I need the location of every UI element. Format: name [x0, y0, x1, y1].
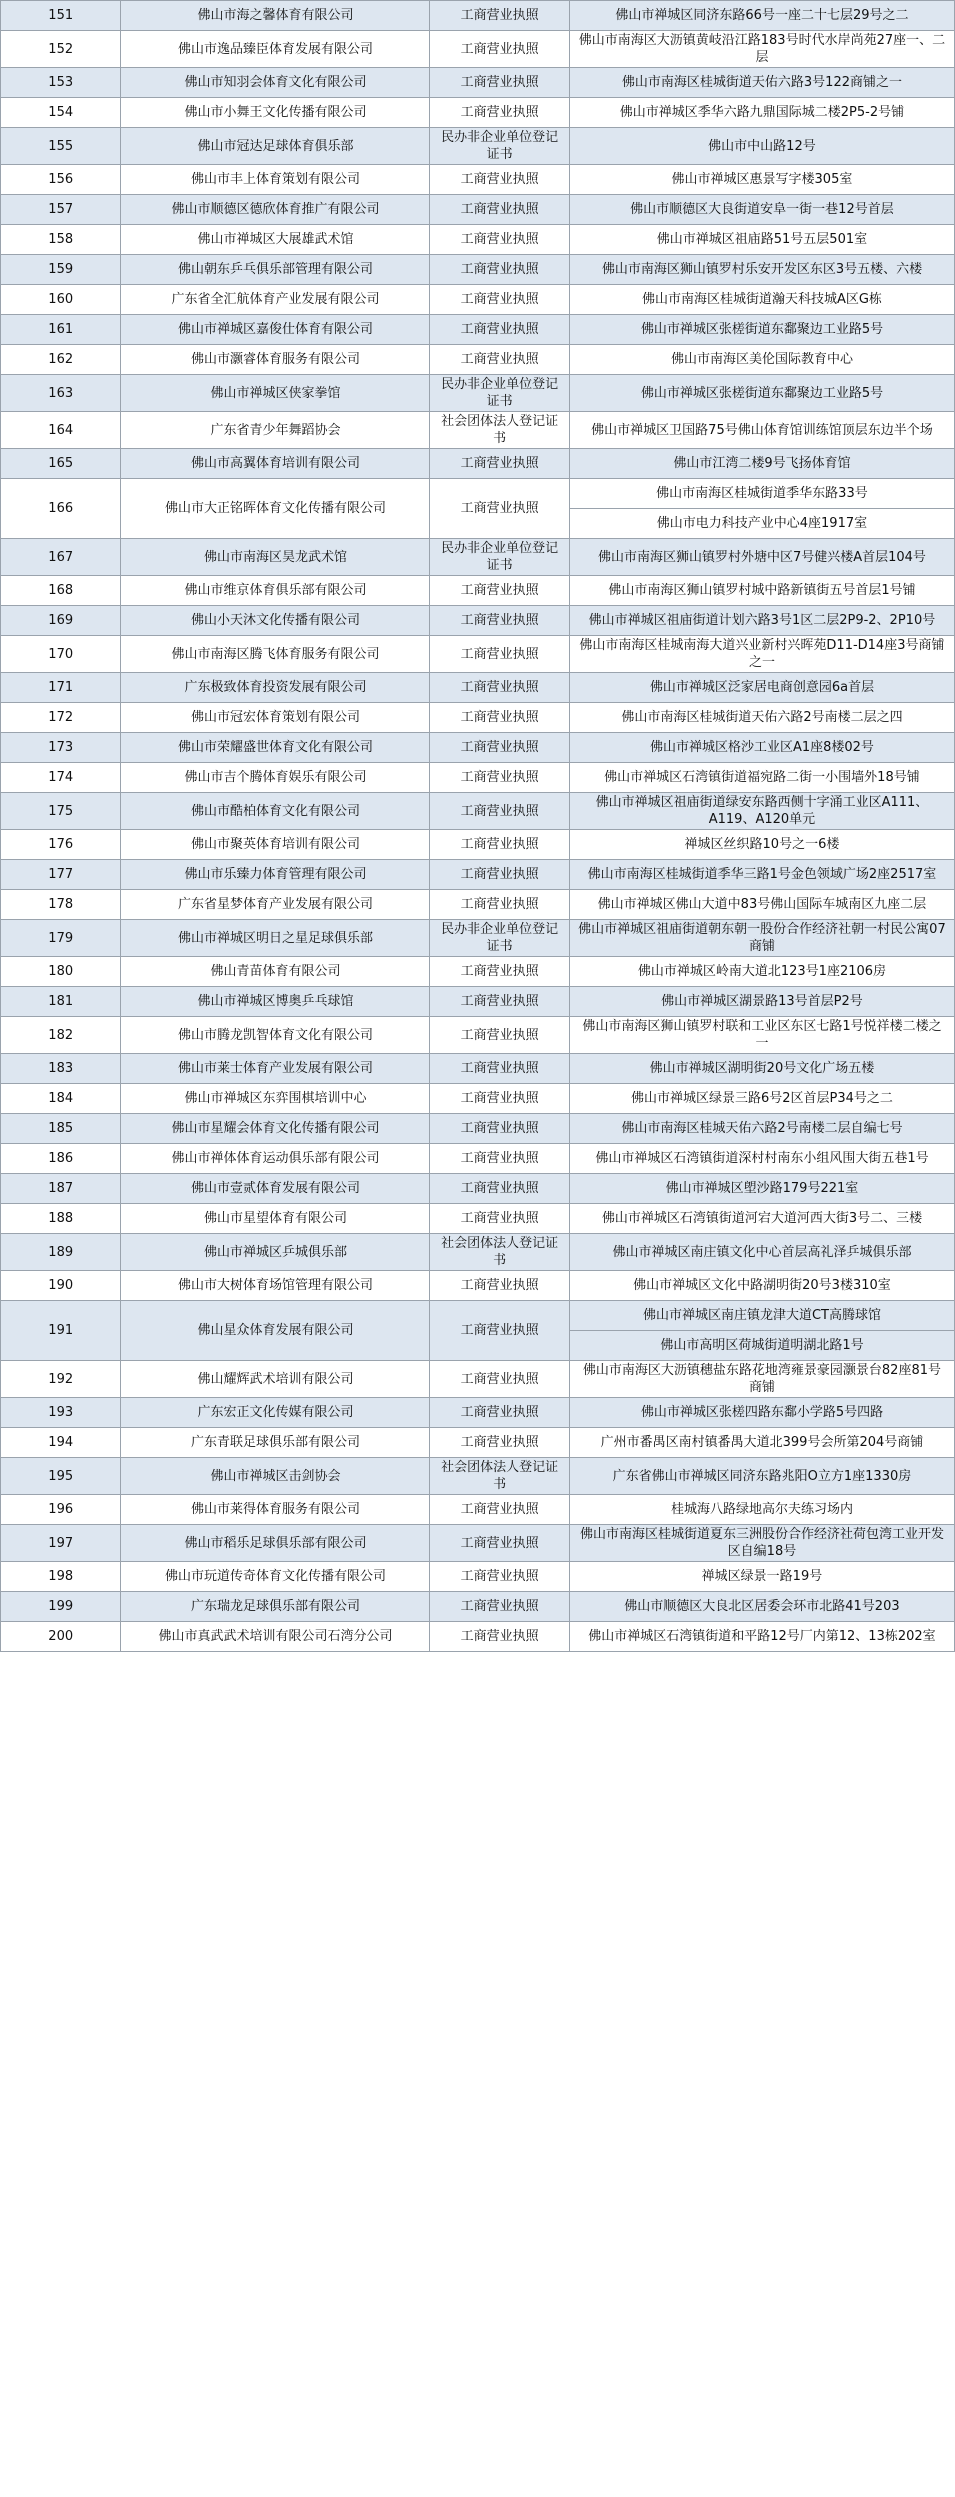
table-row — [1, 1114, 955, 1144]
license-type: 工商营业执照 — [430, 1562, 569, 1592]
table-row — [1, 195, 955, 225]
table-row — [1, 920, 955, 957]
license-type: 社会团体法人登记证书 — [430, 1458, 569, 1495]
address: 佛山市南海区桂城街道天佑六路2号南楼二层之四 — [569, 703, 954, 733]
license-type: 工商营业执照 — [430, 606, 569, 636]
registry-body — [1, 1, 955, 1652]
company-name: 佛山市稻乐足球俱乐部有限公司 — [121, 1525, 430, 1562]
table-row — [1, 1428, 955, 1458]
row-number: 151 — [1, 1, 121, 31]
license-type: 工商营业执照 — [430, 1, 569, 31]
license-type: 工商营业执照 — [430, 1622, 569, 1652]
license-type: 工商营业执照 — [430, 830, 569, 860]
license-type: 工商营业执照 — [430, 98, 569, 128]
row-number: 154 — [1, 98, 121, 128]
license-type: 工商营业执照 — [430, 285, 569, 315]
license-type: 工商营业执照 — [430, 1361, 569, 1398]
license-type: 工商营业执照 — [430, 195, 569, 225]
address: 佛山市南海区狮山镇罗村乐安开发区东区3号五楼、六楼 — [569, 255, 954, 285]
address: 佛山市禅城区绿景三路6号2区首层P34号之二 — [569, 1084, 954, 1114]
license-type: 工商营业执照 — [430, 1428, 569, 1458]
license-type: 工商营业执照 — [430, 315, 569, 345]
row-number: 189 — [1, 1234, 121, 1271]
table-row — [1, 1525, 955, 1562]
row-number: 195 — [1, 1458, 121, 1495]
address: 广州市番禺区南村镇番禺大道北399号会所第204号商铺 — [569, 1428, 954, 1458]
company-name: 佛山市禅城区乒城俱乐部 — [121, 1234, 430, 1271]
table-row — [1, 957, 955, 987]
row-number: 197 — [1, 1525, 121, 1562]
row-number: 181 — [1, 987, 121, 1017]
company-name: 佛山市丰上体育策划有限公司 — [121, 165, 430, 195]
address: 佛山市禅城区张槎街道东鄱聚边工业路5号 — [569, 375, 954, 412]
table-row — [1, 636, 955, 673]
table-row — [1, 255, 955, 285]
row-number: 161 — [1, 315, 121, 345]
address: 佛山市禅城区季华六路九鼎国际城二楼2P5-2号铺 — [569, 98, 954, 128]
license-type: 工商营业执照 — [430, 1017, 569, 1054]
address: 佛山市禅城区塱沙路179号221室 — [569, 1174, 954, 1204]
row-number: 164 — [1, 412, 121, 449]
address: 佛山市南海区桂城街道夏东三洲股份合作经济社荷包湾工业开发区自编18号 — [569, 1525, 954, 1562]
company-name: 佛山市聚英体育培训有限公司 — [121, 830, 430, 860]
table-row — [1, 1144, 955, 1174]
company-name: 佛山耀辉武术培训有限公司 — [121, 1361, 430, 1398]
company-name: 佛山市禅城区明日之星足球俱乐部 — [121, 920, 430, 957]
address: 禅城区绿景一路19号 — [569, 1562, 954, 1592]
row-number: 153 — [1, 68, 121, 98]
row-number: 169 — [1, 606, 121, 636]
address: 佛山市禅城区石湾镇街道深村村南东小组风围大街五巷1号 — [569, 1144, 954, 1174]
table-row — [1, 68, 955, 98]
row-number: 156 — [1, 165, 121, 195]
table-row — [1, 793, 955, 830]
company-name: 佛山市酷柏体育文化有限公司 — [121, 793, 430, 830]
license-type: 工商营业执照 — [430, 860, 569, 890]
license-type: 工商营业执照 — [430, 1301, 569, 1361]
table-row — [1, 315, 955, 345]
table-row — [1, 1592, 955, 1622]
company-name: 广东青联足球俱乐部有限公司 — [121, 1428, 430, 1458]
company-name: 佛山市星耀会体育文化传播有限公司 — [121, 1114, 430, 1144]
company-name: 佛山市禅城区侠家拳馆 — [121, 375, 430, 412]
license-type: 工商营业执照 — [430, 890, 569, 920]
license-type: 工商营业执照 — [430, 733, 569, 763]
address: 佛山市南海区大沥镇穗盐东路花地湾雍景豪园灏景台82座81号商铺 — [569, 1361, 954, 1398]
row-number: 173 — [1, 733, 121, 763]
row-number: 176 — [1, 830, 121, 860]
table-row — [1, 1271, 955, 1301]
row-number: 178 — [1, 890, 121, 920]
table-row — [1, 449, 955, 479]
company-name: 广东宏正文化传媒有限公司 — [121, 1398, 430, 1428]
address: 佛山市禅城区张槎四路东鄱小学路5号四路 — [569, 1398, 954, 1428]
company-name: 佛山市禅体体育运动俱乐部有限公司 — [121, 1144, 430, 1174]
address: 佛山市禅城区岭南大道北123号1座2106房 — [569, 957, 954, 987]
table-row — [1, 539, 955, 576]
address: 佛山市江湾二楼9号飞扬体育馆 — [569, 449, 954, 479]
address: 佛山市南海区桂城街道季华三路1号金色领域广场2座2517室 — [569, 860, 954, 890]
row-number: 152 — [1, 31, 121, 68]
company-name: 佛山市知羽会体育文化有限公司 — [121, 68, 430, 98]
company-name: 佛山青苗体育有限公司 — [121, 957, 430, 987]
license-type: 工商营业执照 — [430, 1114, 569, 1144]
company-name: 佛山市海之馨体育有限公司 — [121, 1, 430, 31]
company-name: 佛山市吉个腾体育娱乐有限公司 — [121, 763, 430, 793]
row-number: 192 — [1, 1361, 121, 1398]
address: 佛山市禅城区石湾镇街道福宛路二街一小围墙外18号铺 — [569, 763, 954, 793]
address: 佛山市禅城区湖景路13号首层P2号 — [569, 987, 954, 1017]
row-number: 157 — [1, 195, 121, 225]
row-number: 170 — [1, 636, 121, 673]
company-name: 广东省青少年舞蹈协会 — [121, 412, 430, 449]
table-row — [1, 1204, 955, 1234]
row-number: 198 — [1, 1562, 121, 1592]
table-row — [1, 1301, 955, 1331]
row-number: 183 — [1, 1054, 121, 1084]
table-row — [1, 1234, 955, 1271]
table-row — [1, 1361, 955, 1398]
table-row — [1, 576, 955, 606]
license-type: 工商营业执照 — [430, 1398, 569, 1428]
address: 佛山市南海区桂城天佑六路2号南楼二层自编七号 — [569, 1114, 954, 1144]
address: 佛山市南海区桂城南海大道兴业新村兴晖苑D11-D14座3号商铺之一 — [569, 636, 954, 673]
company-name: 佛山市高翼体育培训有限公司 — [121, 449, 430, 479]
row-number: 190 — [1, 1271, 121, 1301]
row-number: 171 — [1, 673, 121, 703]
company-name: 佛山市南海区腾飞体育服务有限公司 — [121, 636, 430, 673]
table-row — [1, 763, 955, 793]
license-type: 工商营业执照 — [430, 1271, 569, 1301]
row-number: 163 — [1, 375, 121, 412]
row-number: 162 — [1, 345, 121, 375]
address: 佛山市禅城区祖庙街道绿安东路西侧十字涌工业区A111、A119、A120单元 — [569, 793, 954, 830]
company-name: 佛山市灏睿体育服务有限公司 — [121, 345, 430, 375]
row-number: 191 — [1, 1301, 121, 1361]
company-name: 佛山市星望体育有限公司 — [121, 1204, 430, 1234]
company-name: 佛山市真武武术培训有限公司石湾分公司 — [121, 1622, 430, 1652]
company-name: 佛山市南海区昊龙武术馆 — [121, 539, 430, 576]
address: 佛山市中山路12号 — [569, 128, 954, 165]
company-name: 佛山市莱得体育服务有限公司 — [121, 1495, 430, 1525]
company-name: 佛山市逸品臻臣体育发展有限公司 — [121, 31, 430, 68]
row-number: 155 — [1, 128, 121, 165]
license-type: 工商营业执照 — [430, 1495, 569, 1525]
row-number: 167 — [1, 539, 121, 576]
license-type: 工商营业执照 — [430, 1054, 569, 1084]
table-row — [1, 31, 955, 68]
license-type: 民办非企业单位登记证书 — [430, 539, 569, 576]
address: 佛山市禅城区祖庙街道计划六路3号1区二层2P9-2、2P10号 — [569, 606, 954, 636]
company-name: 佛山市小舞王文化传播有限公司 — [121, 98, 430, 128]
address: 佛山市禅城区同济东路66号一座二十七层29号之二 — [569, 1, 954, 31]
license-type: 工商营业执照 — [430, 1525, 569, 1562]
license-type: 工商营业执照 — [430, 673, 569, 703]
address: 佛山市高明区荷城街道明湖北路1号 — [569, 1331, 954, 1361]
license-type: 工商营业执照 — [430, 1204, 569, 1234]
license-type: 民办非企业单位登记证书 — [430, 375, 569, 412]
address: 佛山市禅城区佛山大道中83号佛山国际车城南区九座二层 — [569, 890, 954, 920]
address: 佛山市禅城区祖庙街道朝东朝一股份合作经济社朝一村民公寓07商铺 — [569, 920, 954, 957]
table-row — [1, 1495, 955, 1525]
table-row — [1, 830, 955, 860]
table-row — [1, 1054, 955, 1084]
address: 佛山市南海区狮山镇罗村联和工业区东区七路1号悦祥楼二楼之一 — [569, 1017, 954, 1054]
row-number: 194 — [1, 1428, 121, 1458]
company-name: 佛山市禅城区击剑协会 — [121, 1458, 430, 1495]
address: 佛山市禅城区南庄镇文化中心首层高礼泽乒城俱乐部 — [569, 1234, 954, 1271]
company-name: 佛山市荣耀盛世体育文化有限公司 — [121, 733, 430, 763]
company-name: 佛山市禅城区东弈围棋培训中心 — [121, 1084, 430, 1114]
table-row — [1, 703, 955, 733]
license-type: 工商营业执照 — [430, 636, 569, 673]
license-type: 工商营业执照 — [430, 1174, 569, 1204]
row-number: 188 — [1, 1204, 121, 1234]
address: 佛山市禅城区湖明街20号文化广场五楼 — [569, 1054, 954, 1084]
row-number: 186 — [1, 1144, 121, 1174]
company-name: 广东极致体育投资发展有限公司 — [121, 673, 430, 703]
table-row — [1, 860, 955, 890]
license-type: 工商营业执照 — [430, 255, 569, 285]
row-number: 177 — [1, 860, 121, 890]
license-type: 工商营业执照 — [430, 479, 569, 539]
address: 佛山市南海区狮山镇罗村城中路新镇街五号首层1号铺 — [569, 576, 954, 606]
company-name: 佛山市壹贰体育发展有限公司 — [121, 1174, 430, 1204]
company-name: 佛山市冠达足球体育俱乐部 — [121, 128, 430, 165]
address: 佛山市禅城区南庄镇龙津大道CT高腾球馆 — [569, 1301, 954, 1331]
company-name: 佛山市腾龙凯智体育文化有限公司 — [121, 1017, 430, 1054]
row-number: 196 — [1, 1495, 121, 1525]
address: 佛山市南海区美伦国际教育中心 — [569, 345, 954, 375]
row-number: 174 — [1, 763, 121, 793]
company-name: 佛山市禅城区嘉俊仕体育有限公司 — [121, 315, 430, 345]
address: 佛山市南海区大沥镇黄岐沿江路183号时代水岸尚苑27座一、二层 — [569, 31, 954, 68]
table-row — [1, 890, 955, 920]
row-number: 200 — [1, 1622, 121, 1652]
company-name: 佛山市维京体育俱乐部有限公司 — [121, 576, 430, 606]
company-name: 广东省全汇航体育产业发展有限公司 — [121, 285, 430, 315]
row-number: 166 — [1, 479, 121, 539]
license-type: 工商营业执照 — [430, 1084, 569, 1114]
address: 佛山市禅城区泛家居电商创意园6a首层 — [569, 673, 954, 703]
table-row — [1, 165, 955, 195]
table-row — [1, 345, 955, 375]
address: 佛山市禅城区格沙工业区A1座8楼02号 — [569, 733, 954, 763]
address: 桂城海八路绿地高尔夫练习场内 — [569, 1495, 954, 1525]
license-type: 工商营业执照 — [430, 763, 569, 793]
row-number: 187 — [1, 1174, 121, 1204]
address: 佛山市顺德区大良北区居委会环市北路41号203 — [569, 1592, 954, 1622]
address: 佛山市禅城区张槎街道东鄱聚边工业路5号 — [569, 315, 954, 345]
table-row — [1, 225, 955, 255]
company-name: 佛山朝东乒乓俱乐部管理有限公司 — [121, 255, 430, 285]
address: 佛山市禅城区文化中路湖明街20号3楼310室 — [569, 1271, 954, 1301]
license-type: 工商营业执照 — [430, 165, 569, 195]
row-number: 172 — [1, 703, 121, 733]
address: 佛山市顺德区大良街道安阜一街一巷12号首层 — [569, 195, 954, 225]
table-row — [1, 1017, 955, 1054]
company-name: 佛山市顺德区德欣体育推广有限公司 — [121, 195, 430, 225]
company-name: 佛山市乐臻力体育管理有限公司 — [121, 860, 430, 890]
license-type: 工商营业执照 — [430, 987, 569, 1017]
license-type: 工商营业执照 — [430, 449, 569, 479]
address: 佛山市禅城区石湾镇街道和平路12号厂内第12、13栋202室 — [569, 1622, 954, 1652]
table-row — [1, 1562, 955, 1592]
address: 佛山市禅城区卫国路75号佛山体育馆训练馆顶层东边半个场 — [569, 412, 954, 449]
address: 佛山市南海区桂城街道瀚天科技城A区G栋 — [569, 285, 954, 315]
row-number: 158 — [1, 225, 121, 255]
license-type: 工商营业执照 — [430, 576, 569, 606]
table-row — [1, 1084, 955, 1114]
table-row — [1, 375, 955, 412]
license-type: 工商营业执照 — [430, 957, 569, 987]
row-number: 168 — [1, 576, 121, 606]
license-type: 工商营业执照 — [430, 31, 569, 68]
table-row — [1, 1, 955, 31]
row-number: 199 — [1, 1592, 121, 1622]
table-row — [1, 1398, 955, 1428]
row-number: 159 — [1, 255, 121, 285]
license-type: 工商营业执照 — [430, 225, 569, 255]
company-name: 佛山市莱士体育产业发展有限公司 — [121, 1054, 430, 1084]
license-type: 工商营业执照 — [430, 68, 569, 98]
license-type: 工商营业执照 — [430, 703, 569, 733]
address: 佛山市禅城区祖庙路51号五层501室 — [569, 225, 954, 255]
table-row — [1, 1458, 955, 1495]
address: 佛山市南海区桂城街道季华东路33号 — [569, 479, 954, 509]
address: 广东省佛山市禅城区同济东路兆阳O立方1座1330房 — [569, 1458, 954, 1495]
company-name: 佛山星众体育发展有限公司 — [121, 1301, 430, 1361]
company-name: 广东省星梦体育产业发展有限公司 — [121, 890, 430, 920]
license-type: 民办非企业单位登记证书 — [430, 920, 569, 957]
company-name: 佛山市玩道传奇体育文化传播有限公司 — [121, 1562, 430, 1592]
table-row — [1, 285, 955, 315]
row-number: 160 — [1, 285, 121, 315]
row-number: 179 — [1, 920, 121, 957]
address: 佛山市南海区狮山镇罗村外塘中区7号健兴楼A首层104号 — [569, 539, 954, 576]
license-type: 民办非企业单位登记证书 — [430, 128, 569, 165]
address: 佛山市禅城区石湾镇街道河宕大道河西大街3号二、三楼 — [569, 1204, 954, 1234]
row-number: 180 — [1, 957, 121, 987]
table-row — [1, 98, 955, 128]
company-name: 佛山市禅城区博奥乒乓球馆 — [121, 987, 430, 1017]
row-number: 184 — [1, 1084, 121, 1114]
table-row — [1, 673, 955, 703]
company-name: 佛山市大正铭晖体育文化传播有限公司 — [121, 479, 430, 539]
license-type: 社会团体法人登记证书 — [430, 1234, 569, 1271]
address: 佛山市电力科技产业中心4座1917室 — [569, 509, 954, 539]
row-number: 165 — [1, 449, 121, 479]
table-row — [1, 1174, 955, 1204]
address: 佛山市南海区桂城街道天佑六路3号122商铺之一 — [569, 68, 954, 98]
row-number: 193 — [1, 1398, 121, 1428]
license-type: 工商营业执照 — [430, 1592, 569, 1622]
table-row — [1, 606, 955, 636]
license-type: 工商营业执照 — [430, 1144, 569, 1174]
company-name: 广东瑞龙足球俱乐部有限公司 — [121, 1592, 430, 1622]
row-number: 185 — [1, 1114, 121, 1144]
table-row — [1, 987, 955, 1017]
table-row — [1, 733, 955, 763]
table-row — [1, 1622, 955, 1652]
license-type: 工商营业执照 — [430, 793, 569, 830]
table-row — [1, 479, 955, 509]
address: 佛山市禅城区惠景写字楼305室 — [569, 165, 954, 195]
license-type: 社会团体法人登记证书 — [430, 412, 569, 449]
company-name: 佛山市禅城区大展雄武术馆 — [121, 225, 430, 255]
table-row — [1, 412, 955, 449]
company-name: 佛山市大树体育场馆管理有限公司 — [121, 1271, 430, 1301]
row-number: 182 — [1, 1017, 121, 1054]
address: 禅城区丝织路10号之一6楼 — [569, 830, 954, 860]
license-type: 工商营业执照 — [430, 345, 569, 375]
table-row — [1, 128, 955, 165]
company-name: 佛山市冠宏体育策划有限公司 — [121, 703, 430, 733]
row-number: 175 — [1, 793, 121, 830]
company-name: 佛山小天沐文化传播有限公司 — [121, 606, 430, 636]
